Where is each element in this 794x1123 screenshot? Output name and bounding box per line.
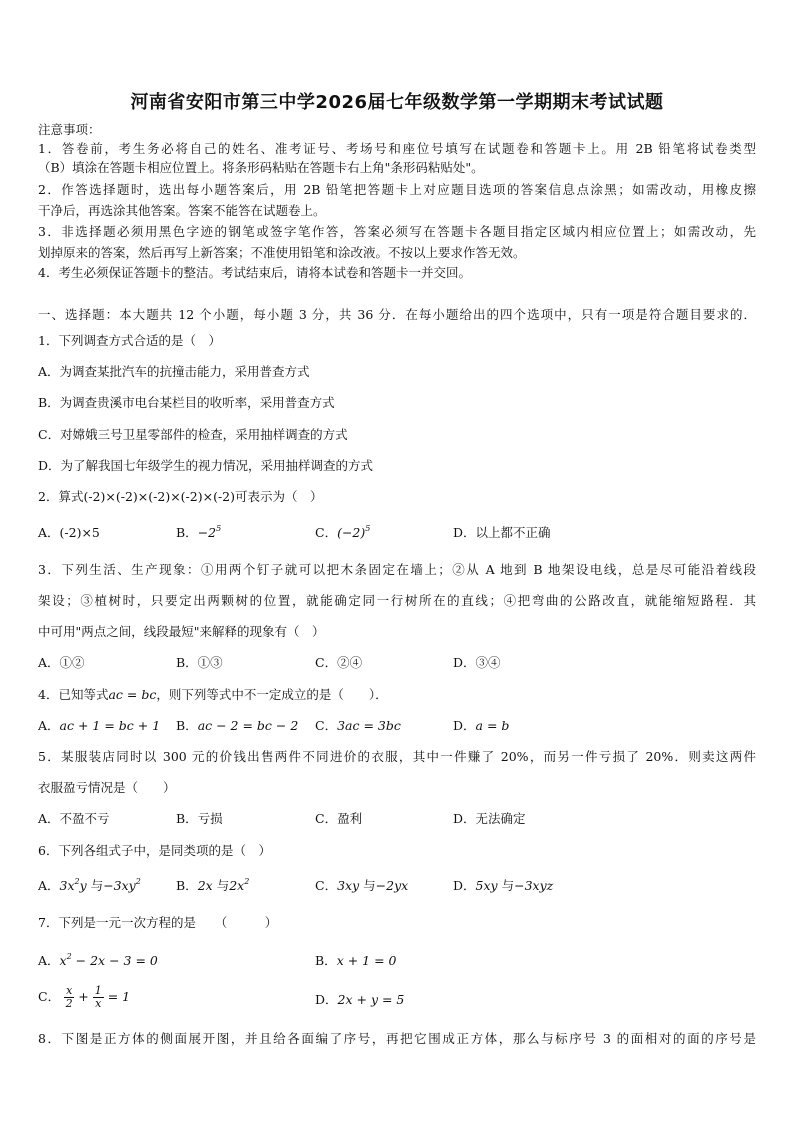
option-label: B． (176, 878, 198, 893)
q2-option-d: D．以上都不正确 (453, 525, 551, 540)
option-label: A． (38, 878, 60, 893)
question-5-line: 衣服盈亏情况是（ ） (38, 780, 176, 795)
math-expr: 3xy (337, 878, 360, 893)
q6-option-c (315, 878, 408, 894)
q3-option-a: A．①② (38, 655, 85, 670)
question-7-stem: 7．下列是一元一次方程的是 （ ） (38, 915, 278, 930)
q1-option-a: A．为调查某批汽车的抗撞击能力，采用普查方式 (38, 364, 310, 379)
question-3-line: 架设；③植树时，只要定出两颗树的位置，就能确定同一行树所在的直线；④把弯曲的公路改直，就能缩短路程．其 (38, 593, 756, 608)
numerator: x (66, 984, 73, 997)
math-expr: −3xyz (514, 878, 554, 893)
q2-option-c (315, 525, 370, 541)
page-title: 河南省安阳市第三中学2026届七年级数学第一学期期末考试试题 (130, 92, 664, 113)
option-label: C． (315, 525, 338, 540)
math-expr: x (59, 953, 67, 968)
exponent: 2 (74, 877, 80, 886)
option-label: B． (176, 718, 198, 733)
section-heading: 一、选择题：本大题共 12 个小题，每小题 3 分，共 36 分．在每小题给出的四个选项中，只有一项是符合题目要求的． (38, 307, 756, 322)
option-label: A． (38, 953, 60, 968)
question-5-line: 5．某服装店同时以 300 元的价钱出售两件不同进价的衣服，其中一件赚了 20%，而另一件亏损了 20%．则卖这两件 (38, 749, 756, 764)
q3-option-c: C．②④ (315, 655, 363, 670)
q5-option-a: A．不盈不亏 (38, 811, 110, 826)
math-expr: = 1 (107, 989, 131, 1004)
notice-line: 划掉原来的答案，然后再写上新答案；不准使用铅笔和涂改液。不按以上要求作答无效。 (38, 245, 526, 260)
notice-line: 4．考生必须保证答题卡的整洁。考试结束后，请将本试卷和答题卡一并交回。 (38, 265, 471, 280)
plus-sign: + (78, 989, 89, 1004)
question-3-line: 中可用"两点之间，线段最短"来解释的现象有（ ） (38, 624, 325, 639)
stem-text: ，则下列等式中不一定成立的是（ ）． (156, 687, 388, 702)
q1-option-c: C．对嫦娥三号卫星零部件的检查，采用抽样调查的方式 (38, 427, 348, 442)
option-label: B． (315, 953, 337, 968)
exponent: 5 (216, 524, 222, 533)
q5-option-b: B．亏损 (176, 811, 223, 826)
math-expr: 2x (229, 878, 245, 893)
fraction (93, 985, 104, 1010)
math-expr: 2x + y = 5 (337, 992, 405, 1007)
option-label: C． (38, 989, 61, 1004)
math-expr: −3xy (103, 878, 136, 893)
q4-option-d (453, 718, 509, 734)
math-expr: 3ac = 3bc (337, 718, 401, 733)
notice-line: 3．非选择题必须用黑色字迹的钢笔或签字笔作答，答案必须写在答题卡各题目指定区域内相应位置上；如需改动，先 (38, 224, 756, 239)
option-label: B． (176, 525, 198, 540)
q6-option-a (38, 878, 141, 894)
q6-option-b (176, 878, 249, 894)
math-expr: a = b (475, 718, 510, 733)
notice-line: 2．作答选择题时，选出每小题答案后，用 2B 铅笔把答题卡上对应题目选项的答案信息点涂黑；如需改动，用橡皮擦 (38, 182, 756, 197)
option-label: D． (453, 718, 476, 733)
exponent: 5 (365, 524, 371, 533)
q4-option-b (176, 718, 298, 734)
question-6-stem: 6．下列各组式子中，是同类项的是（ ） (38, 843, 271, 858)
denominator: x (95, 997, 102, 1010)
question-4-stem (38, 687, 388, 703)
math-expr: x + 1 = 0 (336, 953, 397, 968)
option-label: D． (453, 878, 476, 893)
connector-text: 与 (90, 878, 104, 893)
q1-option-d: D．为了解我国七年级学生的视力情况，采用抽样调查的方式 (38, 458, 374, 473)
math-expr: 5xy (475, 878, 498, 893)
option-label: A． (38, 718, 60, 733)
math-expr: −2 (197, 525, 217, 540)
q1-option-b: B．为调查贵溪市电台某栏目的收听率，采用普查方式 (38, 395, 335, 410)
q7-option-a (38, 953, 158, 969)
q6-option-d (453, 878, 553, 894)
notice-heading: 注意事项： (38, 122, 101, 137)
notice-line: 1．答卷前，考生务必将自己的姓名、准考证号、考场号和座位号填写在试题卷和答题卡上。用 2B 铅笔将试卷类型 (38, 141, 756, 156)
q4-option-a (38, 718, 160, 734)
math-expr: (−2) (337, 525, 366, 540)
math-expr: y (79, 878, 87, 893)
exponent: 2 (66, 952, 72, 961)
q2-option-b (176, 525, 221, 541)
q7-option-c (38, 985, 130, 1010)
q5-option-c: C．盈利 (315, 811, 363, 826)
question-1-stem: 1．下列调查方式合适的是（ ） (38, 333, 221, 348)
q5-option-d: D．无法确定 (453, 811, 526, 826)
exponent: 2 (244, 877, 250, 886)
math-expr: ac − 2 = bc − 2 (197, 718, 299, 733)
stem-text: 4．已知等式 (38, 687, 109, 702)
q7-option-d (315, 992, 404, 1008)
denominator: 2 (65, 997, 73, 1010)
option-label: C． (315, 718, 338, 733)
math-expr: ac + 1 = bc + 1 (59, 718, 161, 733)
math-expr: − 2x − 3 = 0 (71, 953, 158, 968)
connector-text: 与 (363, 878, 376, 893)
question-8-line: 8．下图是正方体的侧面展开图，并且给各面编了序号，再把它围成正方体，那么与标序号 3 的面相对的面的序号是 (38, 1031, 756, 1046)
question-3-line: 3．下列生活、生产现象：①用两个钉子就可以把木条固定在墙上；②从 A 地到 B 地架设电线，总是尽可能沿着线段 (38, 562, 756, 577)
notice-line: （B）填涂在答题卡相应位置上。将条形码粘贴在答题卡右上角"条形码粘贴处"。 (38, 160, 484, 175)
q3-option-d: D．③④ (453, 655, 501, 670)
q3-option-b: B．①③ (176, 655, 223, 670)
q7-option-b (315, 953, 396, 969)
math-expr: ac = bc (108, 687, 157, 702)
option-label: D． (315, 992, 338, 1007)
q2-option-a: A．(-2)×5 (38, 525, 100, 540)
option-label: C． (315, 878, 338, 893)
q4-option-c (315, 718, 401, 734)
connector-text: 与 (216, 878, 230, 893)
numerator: 1 (94, 984, 102, 997)
math-expr: −2yx (375, 878, 409, 893)
math-expr: 2x (197, 878, 213, 893)
notice-line: 干净后，再选涂其他答案。答案不能答在试题卷上。 (38, 203, 326, 218)
fraction (64, 985, 74, 1010)
exponent: 2 (135, 877, 141, 886)
question-2-stem: 2．算式(-2)×(-2)×(-2)×(-2)×(-2)可表示为（ ） (38, 489, 323, 504)
math-expr: 3x (59, 878, 75, 893)
connector-text: 与 (501, 878, 515, 893)
